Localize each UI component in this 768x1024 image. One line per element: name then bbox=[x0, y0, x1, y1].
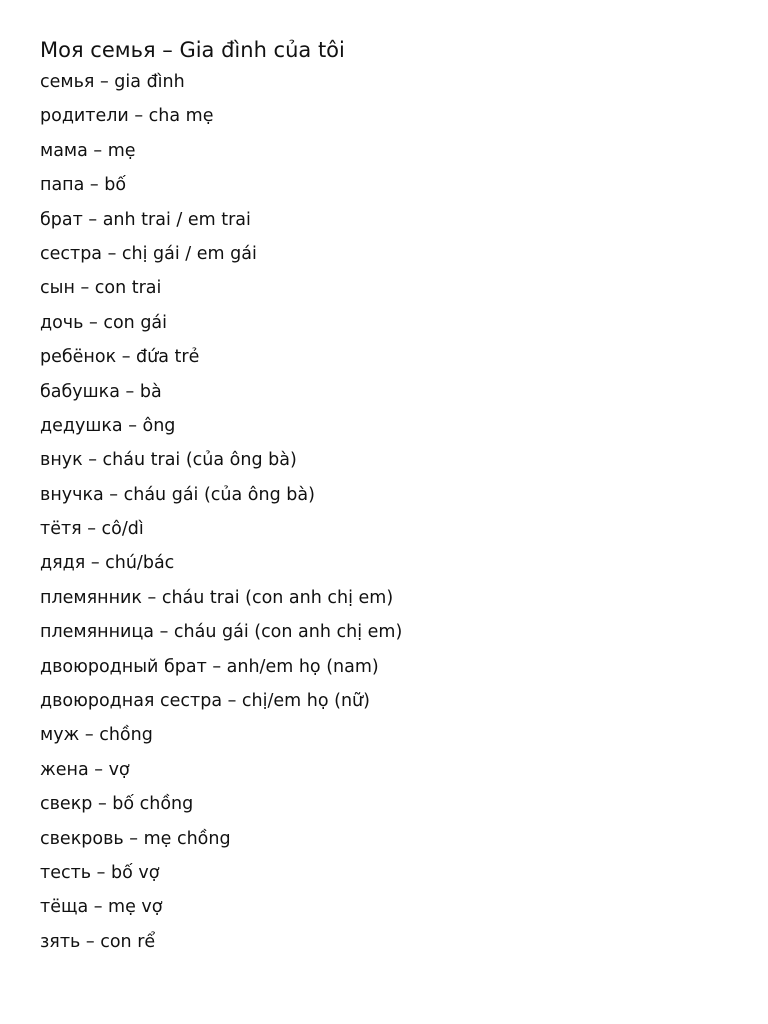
vocabulary-entry: зять – con rể bbox=[40, 931, 156, 952]
vocabulary-entry: двоюродный брат – anh/em họ (nam) bbox=[40, 656, 379, 677]
vocabulary-entry: жена – vợ bbox=[40, 759, 130, 780]
vocabulary-entry: сын – con trai bbox=[40, 278, 162, 299]
document-title: Моя семья – Gia đình của tôi bbox=[40, 38, 345, 62]
vocabulary-entry: дедушка – ông bbox=[40, 415, 176, 436]
vocabulary-entry: двоюродная сестра – chị/em họ (nữ) bbox=[40, 691, 370, 712]
vocabulary-entry: брат – anh trai / em trai bbox=[40, 209, 251, 230]
vocabulary-entry: дочь – con gái bbox=[40, 312, 168, 333]
document-page bbox=[40, 36, 740, 964]
vocabulary-entry: ребёнок – đứa trẻ bbox=[40, 347, 200, 368]
vocabulary-entry: бабушка – bà bbox=[40, 381, 162, 402]
vocabulary-entry: муж – chồng bbox=[40, 725, 153, 746]
vocabulary-entry: внучка – cháu gái (của ông bà) bbox=[40, 484, 315, 505]
vocabulary-entry: тесть – bố vợ bbox=[40, 862, 160, 883]
vocabulary-entry: свекр – bố chồng bbox=[40, 794, 194, 815]
vocabulary-entry: дядя – chú/bác bbox=[40, 553, 175, 574]
vocabulary-entry: тёща – mẹ vợ bbox=[40, 897, 163, 918]
vocabulary-entry: родители – cha mẹ bbox=[40, 106, 214, 127]
vocabulary-entry: сестра – chị gái / em gái bbox=[40, 243, 257, 264]
vocabulary-list bbox=[40, 70, 740, 964]
vocabulary-entry: папа – bố bbox=[40, 175, 127, 196]
vocabulary-entry: внук – cháu trai (của ông bà) bbox=[40, 450, 297, 471]
vocabulary-entry: мама – mẹ bbox=[40, 140, 136, 161]
vocabulary-entry: племянница – cháu gái (con anh chị em) bbox=[40, 622, 403, 643]
vocabulary-entry: семья – gia đình bbox=[40, 72, 185, 92]
vocabulary-entry: тётя – cô/dì bbox=[40, 519, 144, 540]
vocabulary-entry: племянник – cháu trai (con anh chị em) bbox=[40, 587, 394, 608]
vocabulary-entry: свекровь – mẹ chồng bbox=[40, 828, 231, 849]
